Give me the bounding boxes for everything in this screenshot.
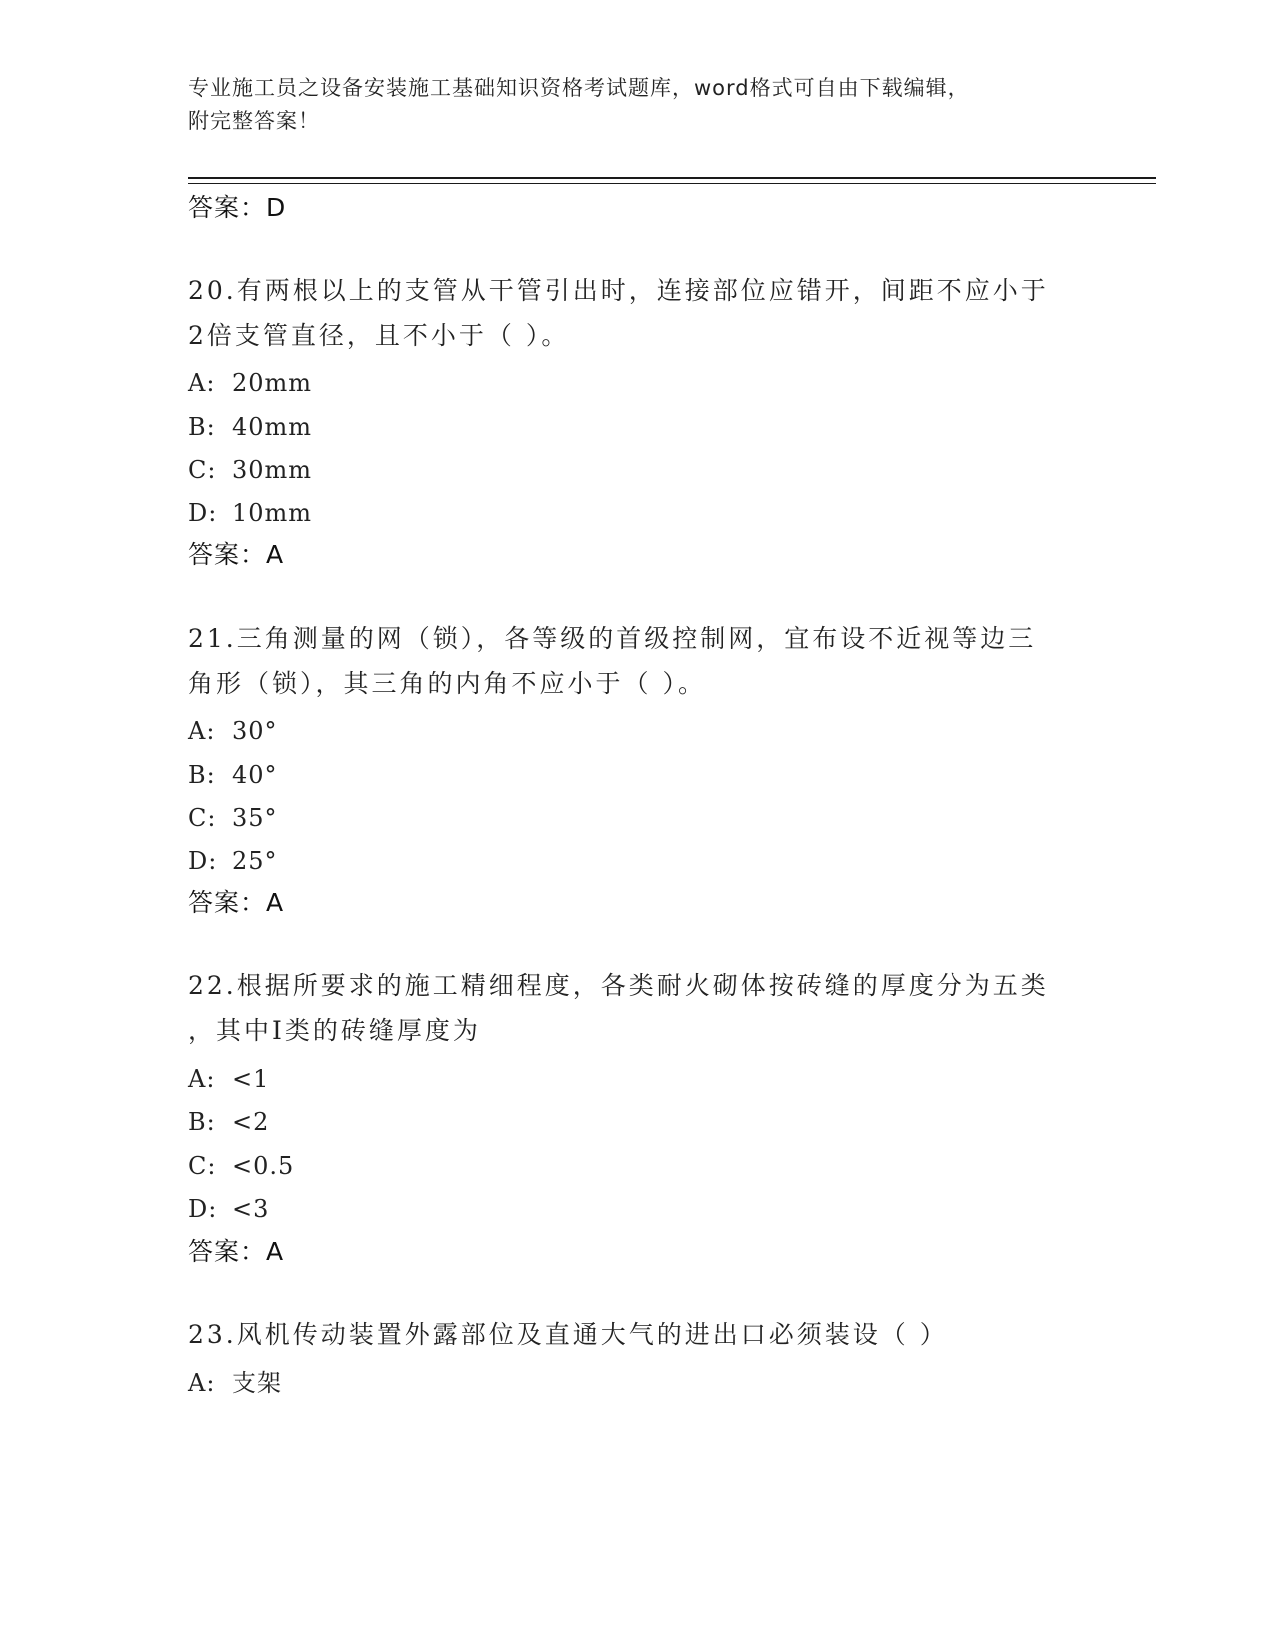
header-line-1: 专业施工员之设备安装施工基础知识资格考试题库，word格式可自由下载编辑， — [188, 76, 970, 100]
option-label: C: — [188, 804, 217, 832]
question-22-line-2: ，其中Ⅰ类的砖缝厚度为 — [188, 1016, 481, 1045]
document-header — [188, 72, 1088, 138]
option-text: <3 — [232, 1195, 270, 1223]
option-text: 30° — [232, 717, 278, 745]
question-22-option-a — [188, 1064, 269, 1094]
option-text: 10mm — [232, 499, 313, 527]
option-text: 30mm — [232, 456, 313, 484]
question-23-line-1: 23.风机传动装置外露部位及直通大气的进出口必须装设（ ） — [188, 1320, 948, 1349]
option-label: B: — [188, 1108, 216, 1136]
question-21-answer: 答案：A — [188, 888, 285, 917]
option-label: A: — [188, 717, 216, 745]
option-label: D: — [188, 1195, 218, 1223]
question-20-text — [188, 268, 1088, 358]
question-20-option-a — [188, 368, 312, 398]
question-21-line-2: 角形（锁），其三角的内角不应小于（ ）。 — [188, 669, 706, 698]
header-line-2: 附完整答案！ — [188, 109, 320, 133]
option-text: 40mm — [232, 413, 313, 441]
option-text: <1 — [232, 1065, 270, 1093]
question-22-answer: 答案：A — [188, 1237, 285, 1266]
option-label: A: — [188, 369, 216, 397]
question-21-option-c — [188, 803, 278, 833]
previous-answer: 答案：D — [188, 193, 287, 222]
header-rule-thick — [188, 177, 1156, 179]
question-22-line-1: 22.根据所要求的施工精细程度，各类耐火砌体按砖缝的厚度分为五类 — [188, 971, 1049, 1000]
question-21-option-b — [188, 760, 278, 790]
question-21-option-a — [188, 716, 278, 746]
question-20-line-1: 20.有两根以上的支管从干管引出时，连接部位应错开，间距不应小于 — [188, 276, 1049, 305]
question-20-option-b — [188, 412, 312, 442]
option-label: A: — [188, 1369, 216, 1397]
question-21-line-1: 21.三角测量的网（锁），各等级的首级控制网，宜布设不近视等边三 — [188, 624, 1037, 653]
question-22-option-c — [188, 1151, 294, 1181]
option-label: B: — [188, 761, 216, 789]
question-20-option-d — [188, 498, 312, 528]
question-20-option-c — [188, 455, 312, 485]
option-text: 35° — [232, 804, 278, 832]
question-21-text — [188, 616, 1088, 706]
question-23-option-a — [188, 1368, 282, 1398]
option-text: 40° — [232, 761, 278, 789]
question-21-option-d — [188, 846, 278, 876]
option-label: D: — [188, 847, 218, 875]
question-22-text — [188, 963, 1088, 1053]
option-text: <0.5 — [232, 1152, 295, 1180]
option-label: D: — [188, 499, 218, 527]
option-text: <2 — [232, 1108, 270, 1136]
header-rule-thin — [188, 183, 1156, 184]
question-23-text — [188, 1312, 1088, 1357]
question-22-option-b — [188, 1107, 269, 1137]
question-20-answer: 答案：A — [188, 540, 285, 569]
option-text: 25° — [232, 847, 278, 875]
option-text: 20mm — [232, 369, 313, 397]
question-20-line-2: 2倍支管直径，且不小于（ ）。 — [188, 321, 570, 350]
option-label: B: — [188, 413, 216, 441]
option-label: C: — [188, 456, 217, 484]
option-label: A: — [188, 1065, 216, 1093]
option-label: C: — [188, 1152, 217, 1180]
question-22-option-d — [188, 1194, 269, 1224]
option-text: 支架 — [232, 1369, 282, 1397]
